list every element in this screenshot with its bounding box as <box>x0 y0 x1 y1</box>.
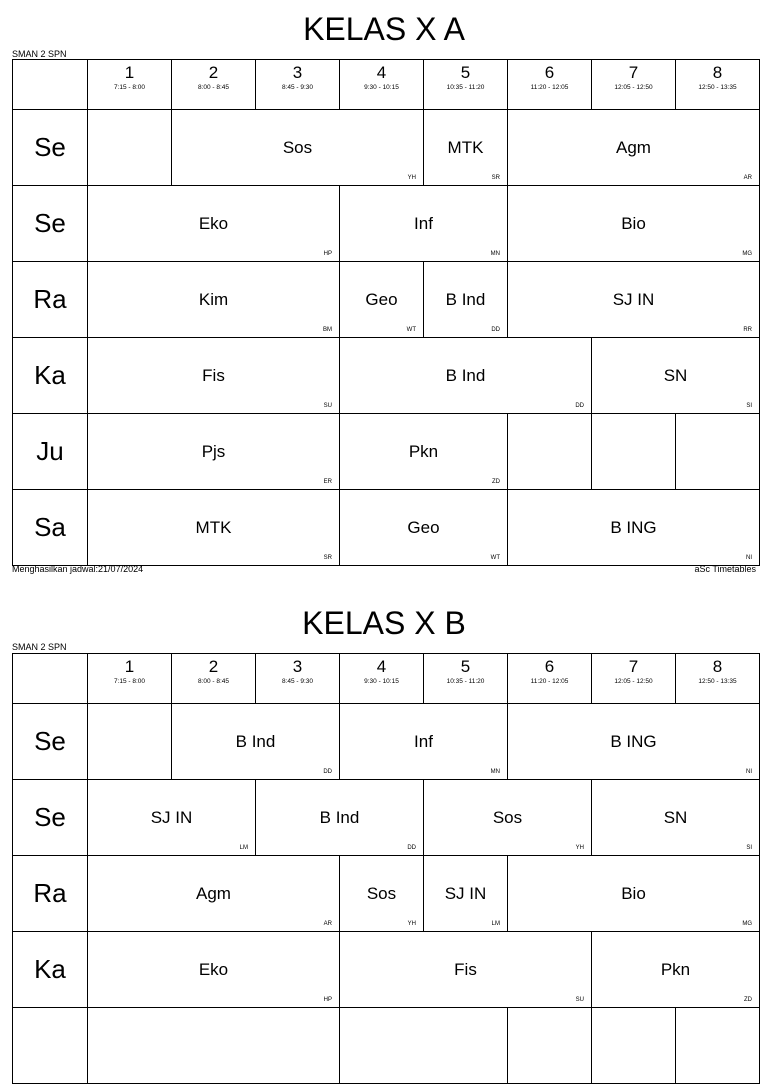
period-time: 8:45 - 9:30 <box>281 678 314 685</box>
subject-label: B Ind <box>235 731 276 751</box>
teacher-code: HP <box>323 997 332 1003</box>
lesson-cell <box>340 856 424 932</box>
day-row <box>13 186 760 262</box>
lesson-cell <box>508 110 760 186</box>
period-number: 8 <box>712 63 723 82</box>
period-header <box>676 60 760 110</box>
period-header <box>592 60 676 110</box>
lesson-cell <box>592 932 760 1008</box>
day-label: Se <box>13 186 88 262</box>
lesson-cell <box>88 414 340 490</box>
lesson-cell <box>508 262 760 338</box>
lesson-cell <box>424 262 508 338</box>
period-number: 6 <box>544 657 555 676</box>
period-number: 3 <box>292 657 303 676</box>
period-number: 5 <box>460 63 471 82</box>
subject-label: SJ IN <box>150 807 193 827</box>
day-label: Ka <box>13 338 88 414</box>
subject-label: MTK <box>195 517 232 537</box>
teacher-code: LM <box>491 921 500 927</box>
teacher-code: WT <box>490 555 500 561</box>
lesson-cell <box>592 780 760 856</box>
subject-label: Kim <box>198 289 229 309</box>
subject-label: B Ind <box>319 807 360 827</box>
subject-label: B ING <box>610 517 657 537</box>
day-label: Se <box>13 110 88 186</box>
teacher-code: DD <box>491 327 500 333</box>
subject-label: Fis <box>202 365 225 385</box>
period-time: 11:20 - 12:05 <box>530 678 569 685</box>
lesson-cell <box>88 490 340 566</box>
period-time: 8:45 - 9:30 <box>281 84 314 91</box>
period-time: 12:05 - 12:50 <box>614 84 653 91</box>
lesson-cell <box>172 704 340 780</box>
lesson-cell <box>88 338 340 414</box>
period-time: 10:35 - 11:20 <box>446 84 485 91</box>
lesson-cell <box>508 490 760 566</box>
lesson-cell <box>508 856 760 932</box>
lesson-cell <box>340 932 592 1008</box>
lesson-cell <box>340 338 592 414</box>
lesson-cell <box>340 262 424 338</box>
subject-label: B Ind <box>445 289 486 309</box>
subject-label: Geo <box>365 289 398 309</box>
teacher-code: SU <box>575 997 584 1003</box>
empty-cell <box>676 414 760 490</box>
class-b-title: KELAS X B <box>302 605 466 641</box>
period-number: 4 <box>376 657 387 676</box>
lesson-cell <box>508 186 760 262</box>
period-header <box>424 654 508 704</box>
teacher-code: AR <box>743 175 752 181</box>
day-row <box>13 932 760 1008</box>
subject-label: Pkn <box>660 959 691 979</box>
period-time: 12:50 - 13:35 <box>698 678 737 685</box>
lesson-cell <box>340 186 508 262</box>
class-a-school-name: SMAN 2 SPN <box>12 49 67 59</box>
teacher-code: NI <box>746 769 752 775</box>
teacher-code: NI <box>746 555 752 561</box>
period-time: 8:00 - 8:45 <box>197 678 230 685</box>
day-row <box>13 110 760 186</box>
lesson-cell <box>424 856 508 932</box>
day-row <box>13 780 760 856</box>
period-number: 6 <box>544 63 555 82</box>
lesson-cell <box>88 262 340 338</box>
corner-cell <box>13 60 88 110</box>
class-b-school-name: SMAN 2 SPN <box>12 642 67 652</box>
subject-label: Bio <box>621 883 646 903</box>
day-label: Ra <box>13 262 88 338</box>
lesson-cell <box>88 186 340 262</box>
period-header <box>256 654 340 704</box>
empty-cell <box>88 1008 340 1084</box>
period-time: 7:15 - 8:00 <box>113 678 146 685</box>
teacher-code: YH <box>407 175 416 181</box>
corner-cell <box>13 654 88 704</box>
teacher-code: HP <box>323 251 332 257</box>
teacher-code: SU <box>323 403 332 409</box>
lesson-cell <box>172 110 424 186</box>
day-row <box>13 490 760 566</box>
day-row <box>13 338 760 414</box>
period-header <box>88 60 172 110</box>
subject-label: Sos <box>282 137 313 157</box>
lesson-cell <box>88 856 340 932</box>
subject-label: B ING <box>610 731 657 751</box>
period-time: 9:30 - 10:15 <box>364 84 399 91</box>
teacher-code: MN <box>490 769 500 775</box>
empty-cell <box>88 704 172 780</box>
period-time: 12:05 - 12:50 <box>614 678 653 685</box>
subject-label: Agm <box>616 137 651 157</box>
subject-label: Eko <box>198 213 229 233</box>
empty-cell <box>508 1008 592 1084</box>
teacher-code: BM <box>323 327 332 333</box>
day-row <box>13 856 760 932</box>
teacher-code: RR <box>743 327 752 333</box>
subject-label: Eko <box>198 959 229 979</box>
day-row <box>13 1008 760 1084</box>
teacher-code: SI <box>746 845 752 851</box>
class-a-brand: aSc Timetables <box>694 564 756 574</box>
day-row <box>13 704 760 780</box>
teacher-code: ZD <box>744 997 752 1003</box>
lesson-cell <box>592 338 760 414</box>
period-header <box>88 654 172 704</box>
period-header <box>676 654 760 704</box>
teacher-code: MN <box>490 251 500 257</box>
period-number: 1 <box>124 63 135 82</box>
subject-label: Geo <box>407 517 440 537</box>
teacher-code: SI <box>746 403 752 409</box>
period-time: 11:20 - 12:05 <box>530 84 569 91</box>
teacher-code: DD <box>575 403 584 409</box>
period-number: 7 <box>628 63 639 82</box>
teacher-code: SR <box>323 555 332 561</box>
period-time: 10:35 - 11:20 <box>446 678 485 685</box>
subject-label: SN <box>663 807 688 827</box>
period-time: 9:30 - 10:15 <box>364 678 399 685</box>
lesson-cell <box>424 780 592 856</box>
subject-label: SJ IN <box>612 289 655 309</box>
period-time: 12:50 - 13:35 <box>698 84 737 91</box>
day-label: Ra <box>13 856 88 932</box>
period-header <box>424 60 508 110</box>
teacher-code: DD <box>323 769 332 775</box>
subject-label: SJ IN <box>444 883 487 903</box>
lesson-cell <box>508 704 760 780</box>
subject-label: Inf <box>414 731 433 751</box>
period-header <box>592 654 676 704</box>
period-time: 7:15 - 8:00 <box>113 84 146 91</box>
class-a-title: KELAS X A <box>303 11 465 47</box>
period-header <box>340 654 424 704</box>
period-number: 4 <box>376 63 387 82</box>
subject-label: Pjs <box>201 441 226 461</box>
period-number: 2 <box>208 63 219 82</box>
lesson-cell <box>340 490 508 566</box>
lesson-cell <box>256 780 424 856</box>
subject-label: Pkn <box>408 441 439 461</box>
period-number: 7 <box>628 657 639 676</box>
period-number: 3 <box>292 63 303 82</box>
period-number: 1 <box>124 657 135 676</box>
empty-cell <box>88 110 172 186</box>
lesson-cell <box>340 704 508 780</box>
subject-label: Fis <box>454 959 477 979</box>
day-label: Sa <box>13 490 88 566</box>
empty-cell <box>592 414 676 490</box>
lesson-cell <box>88 932 340 1008</box>
teacher-code: WT <box>406 327 416 333</box>
teacher-code: ZD <box>492 479 500 485</box>
lesson-cell <box>340 414 508 490</box>
teacher-code: DD <box>407 845 416 851</box>
subject-label: Agm <box>196 883 231 903</box>
teacher-code: ER <box>323 479 332 485</box>
period-header <box>172 60 256 110</box>
class-b-timetable <box>12 653 760 1084</box>
day-label: Se <box>13 780 88 856</box>
teacher-code: YH <box>575 845 584 851</box>
empty-cell <box>676 1008 760 1084</box>
period-time: 8:00 - 8:45 <box>197 84 230 91</box>
teacher-code: MG <box>742 251 752 257</box>
day-label: Se <box>13 704 88 780</box>
subject-label: Sos <box>492 807 523 827</box>
period-number: 5 <box>460 657 471 676</box>
day-label: Ka <box>13 932 88 1008</box>
period-number: 8 <box>712 657 723 676</box>
subject-label: Inf <box>414 213 433 233</box>
teacher-code: SR <box>491 175 500 181</box>
subject-label: MTK <box>447 137 484 157</box>
lesson-cell <box>424 110 508 186</box>
class-a-generated-date: Menghasilkan jadwal:21/07/2024 <box>12 564 144 574</box>
empty-cell <box>340 1008 508 1084</box>
subject-label: Sos <box>366 883 397 903</box>
teacher-code: LM <box>239 845 248 851</box>
day-row <box>13 262 760 338</box>
period-header <box>172 654 256 704</box>
subject-label: Bio <box>621 213 646 233</box>
day-label: Ju <box>13 414 88 490</box>
teacher-code: AR <box>323 921 332 927</box>
subject-label: B Ind <box>445 365 486 385</box>
empty-cell <box>592 1008 676 1084</box>
day-row <box>13 414 760 490</box>
period-header <box>340 60 424 110</box>
period-header <box>508 60 592 110</box>
teacher-code: MG <box>742 921 752 927</box>
empty-cell <box>508 414 592 490</box>
period-number: 2 <box>208 657 219 676</box>
period-header <box>508 654 592 704</box>
period-header <box>256 60 340 110</box>
day-label <box>13 1008 88 1084</box>
subject-label: SN <box>663 365 688 385</box>
teacher-code: YH <box>407 921 416 927</box>
lesson-cell <box>88 780 256 856</box>
class-a-timetable <box>12 59 760 566</box>
